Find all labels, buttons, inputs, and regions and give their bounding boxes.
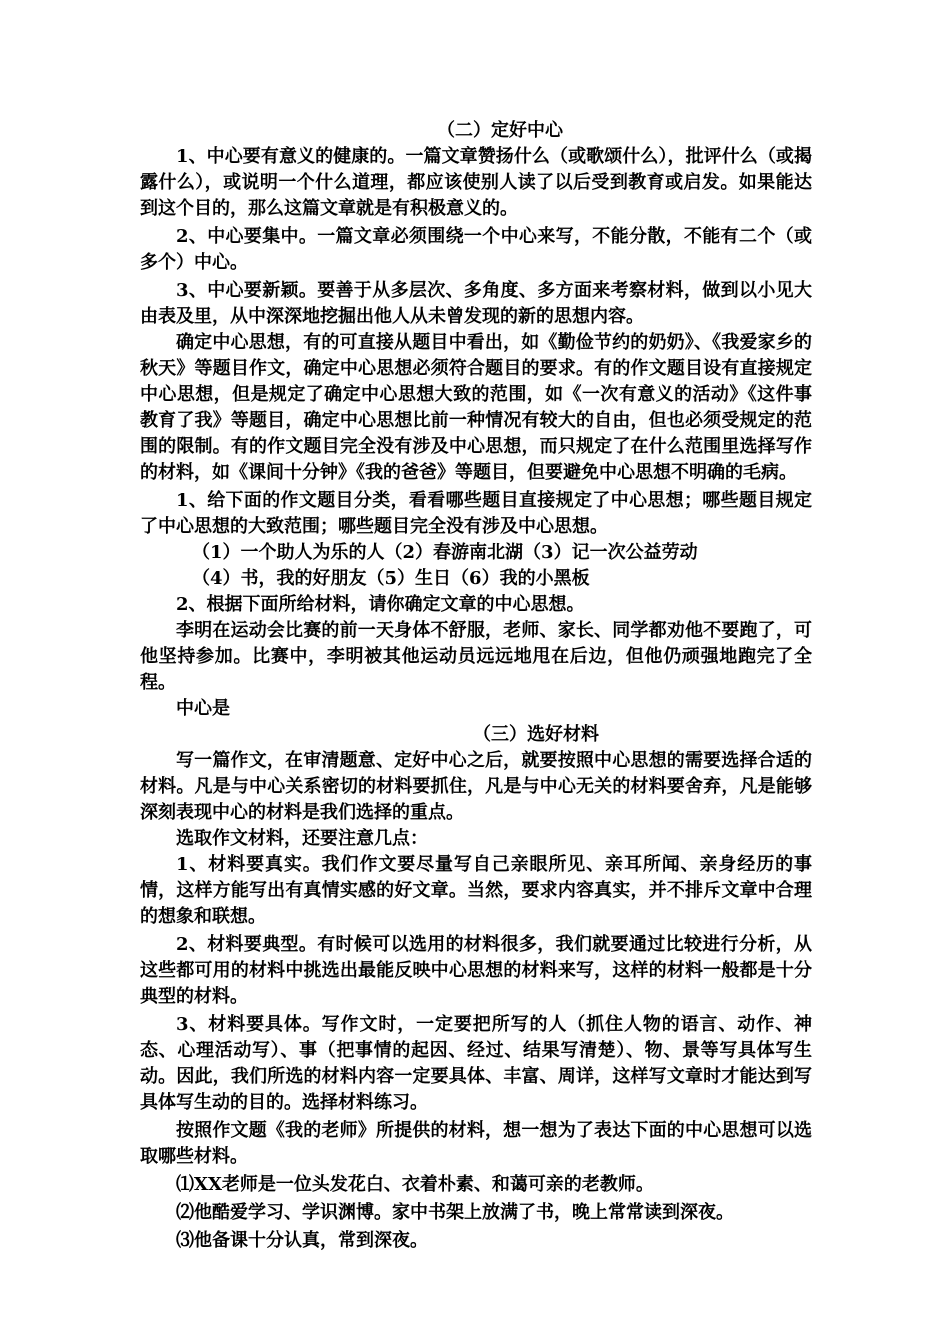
section-3-point-3: 3、材料要具体。写作文时，一定要把所写的人（抓住人物的语言、动作、神态、心理活动写）、事（把事情的起因、经过、结果写清楚）、物、景等写具体写生动。因此，我们所选的材料内容一定要具体、丰富、周详，这样写文章时才能达到写具体写生动的目的。选择材料练习。 — [140, 1014, 812, 1113]
section-2-explanation: 确定中心思想，有的可直接从题目中看出，如《勤俭节约的奶奶》、《我爱家乡的秋天》等题目作文，确定中心思想必须符合题目的要求。有的作文题目设有直接规定中心思想，但是规定了确定中心思想大致的范围，如《一次有意义的活动》《这件事教育了我》等题目，确定中心思想比前一种情况有较大的自由，但也必须受规定的范围的限制。有的作文题目完全没有涉及中心思想，而只规定了在什么范围里选择写作的材料，如《课间十分钟》《我的爸爸》等题目，但要避免中心思想不明确的毛病。 — [140, 332, 812, 483]
material-item-1: ⑴XX老师是一位头发花白、衣着朴素、和蔼可亲的老教师。 — [176, 1174, 654, 1195]
section-2-point-2: 2、中心要集中。一篇文章必须围绕一个中心来写，不能分散，不能有二个（或多个）中心。 — [140, 226, 812, 273]
section-3-notes-heading: 选取作文材料，还要注意几点： — [176, 828, 428, 849]
section-2-title: （二）定好中心 — [437, 120, 563, 141]
section-3-practice-prompt: 按照作文题《我的老师》所提供的材料，想一想为了表达下面的中心思想可以选取哪些材料。 — [140, 1120, 812, 1167]
material-item-3: ⑶他备课十分认真，常到深夜。 — [176, 1230, 428, 1251]
exercise-2-answer-line: 中心是 — [176, 698, 230, 719]
section-3-title: （三）选好材料 — [473, 724, 599, 745]
material-item-2: ⑵他酷爱学习、学识渊博。家中书架上放满了书，晚上常常读到深夜。 — [176, 1202, 734, 1223]
exercise-2-prompt: 2、根据下面所给材料，请你确定文章的中心思想。 — [176, 594, 585, 615]
exercise-1-prompt: 1、给下面的作文题目分类，看看哪些题目直接规定了中心思想；哪些题目规定了中心思想的大致范围；哪些题目完全没有涉及中心思想。 — [140, 490, 812, 537]
section-2-point-3: 3、中心要新颖。要善于从多层次、多角度、多方面来考察材料，做到以小见大由表及里，从中深深地挖掘出他人从未曾发现的新的思想内容。 — [140, 280, 812, 327]
section-3-point-2: 2、材料要典型。有时候可以选用的材料很多，我们就要通过比较进行分析，从这些都可用的材料中挑选出最能反映中心思想的材料来写，这样的材料一般都是十分典型的材料。 — [140, 934, 812, 1007]
exercise-2-material: 李明在运动会比赛的前一天身体不舒服，老师、家长、同学都劝他不要跑了，可他坚持参加。比赛中，李明被其他运动员远远地甩在后边，但他仍顽强地跑完了全程。 — [140, 620, 812, 693]
section-3-intro: 写一篇作文，在审清题意、定好中心之后，就要按照中心思想的需要选择合适的材料。凡是与中心关系密切的材料要抓住，凡是与中心无关的材料要舍弃，凡是能够深刻表现中心的材料是我们选择的重点。 — [140, 750, 812, 823]
section-3-point-1: 1、材料要真实。我们作文要尽量写自己亲眼所见、亲耳所闻、亲身经历的事情，这样方能写出有真情实感的好文章。当然，要求内容真实，并不排斥文章中合理的想象和联想。 — [140, 854, 812, 927]
exercise-1-options-row-1: （1）一个助人为乐的人（2）春游南北湖（3）记一次公益劳动 — [192, 542, 698, 563]
section-2-point-1: 1、中心要有意义的健康的。一篇文章赞扬什么（或歌颂什么），批评什么（或揭露什么），或说明一个什么道理，都应该使别人读了以后受到教育或启发。如果能达到这个目的，那么这篇文章就是有积极意义的。 — [140, 146, 812, 219]
exercise-1-options-row-2: （4）书，我的好朋友（5）生日（6）我的小黑板 — [192, 568, 590, 589]
document-page — [140, 118, 812, 1254]
